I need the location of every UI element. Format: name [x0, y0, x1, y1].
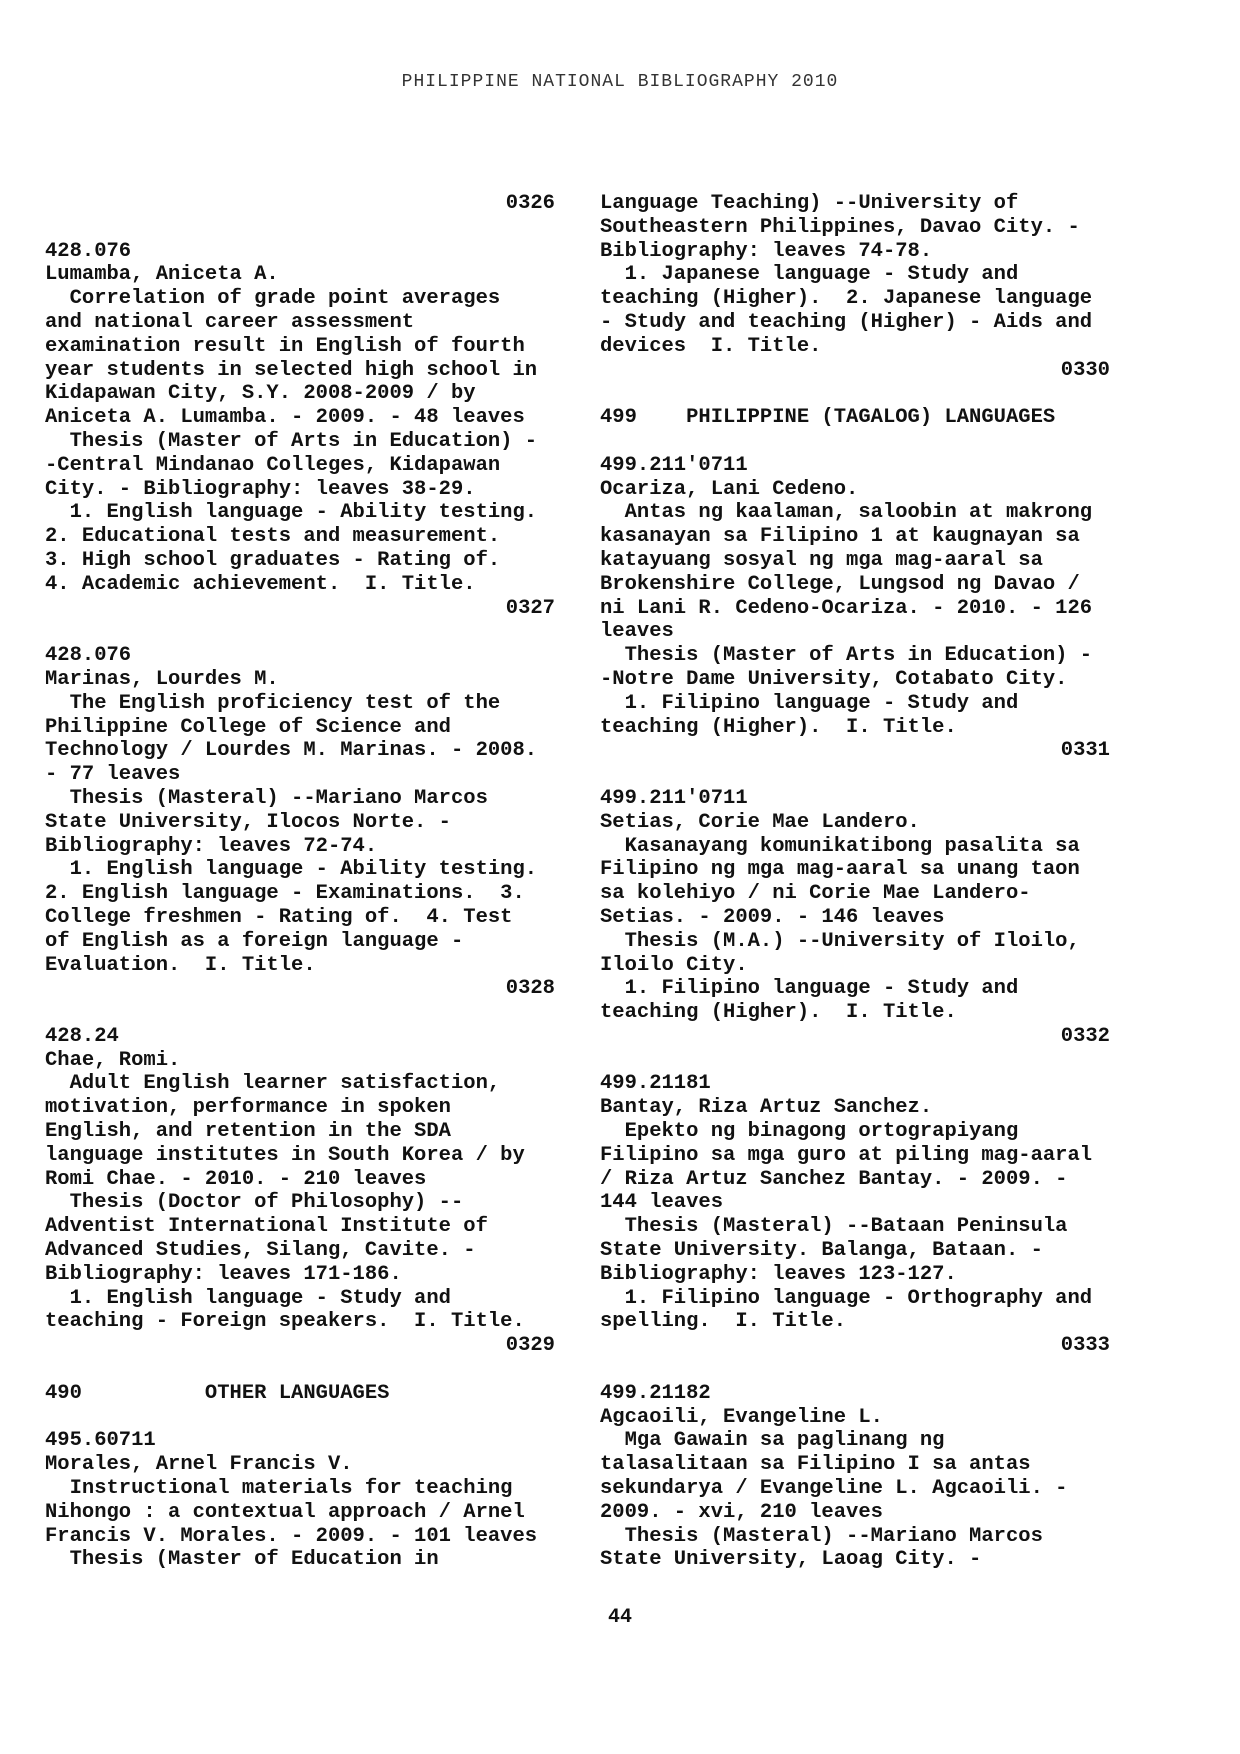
text-line: Setias. - 2009. - 146 leaves — [600, 905, 945, 929]
text-line: 1. Japanese language - Study and — [600, 263, 1019, 287]
text-line: College freshmen - Rating of. 4. Test — [45, 905, 513, 929]
text-line: 428.076 — [45, 644, 132, 668]
text-line: and national career assessment — [45, 310, 415, 334]
text-line: 499.211'0711 — [600, 453, 748, 477]
text-line: examination result in English of fourth — [45, 334, 525, 358]
text-line: Morales, Arnel Francis V. — [45, 1453, 353, 1477]
text-line — [600, 763, 1110, 787]
text-line: 1. Filipino language - Orthography and — [600, 1286, 1093, 1310]
text-line: devices I. Title. — [600, 334, 822, 358]
text-line: teaching (Higher). 2. Japanese language — [600, 287, 1093, 311]
text-line: 1. Filipino language - Study and — [600, 977, 1019, 1001]
text-line: 2. English language - Examinations. 3. — [45, 882, 525, 906]
text-line — [45, 216, 555, 240]
text-line: ni Lani R. Cedeno-Ocariza. - 2010. - 126 — [600, 596, 1093, 620]
running-header: PHILIPPINE NATIONAL BIBLIOGRAPHY 2010 — [401, 72, 839, 92]
text-line: Evaluation. I. Title. — [45, 953, 316, 977]
entry-number: 0330 — [1060, 358, 1110, 382]
text-line: 1. English language - Ability testing. — [45, 858, 538, 882]
text-line: Filipino sa mga guro at piling mag-aaral — [600, 1143, 1093, 1167]
text-line: 4. Academic achievement. I. Title. — [45, 572, 476, 596]
text-line: katayuang sosyal ng mga mag-aaral sa — [600, 548, 1043, 572]
text-line: 144 leaves — [600, 1191, 724, 1215]
text-line: 499 PHILIPPINE (TAGALOG) LANGUAGES — [600, 406, 1056, 430]
text-line: 1. Filipino language - Study and — [600, 691, 1019, 715]
text-line: Thesis (Masteral) --Mariano Marcos — [45, 786, 488, 810]
entry-number: 0327 — [505, 596, 555, 620]
entry-number: 0329 — [505, 1334, 555, 1358]
right-column — [600, 192, 1110, 1572]
text-line: Thesis (Doctor of Philosophy) -- — [45, 1191, 464, 1215]
text-line — [600, 382, 1110, 406]
text-line — [45, 1001, 555, 1025]
text-line — [45, 1406, 555, 1430]
text-line: - 77 leaves — [45, 763, 181, 787]
text-line: 490 OTHER LANGUAGES — [45, 1381, 390, 1405]
text-line: spelling. I. Title. — [600, 1310, 847, 1334]
text-line: Southeastern Philippines, Davao City. - — [600, 215, 1080, 239]
text-line: The English proficiency test of the — [45, 691, 501, 715]
text-line: sa kolehiyo / ni Corie Mae Landero- — [600, 882, 1031, 906]
text-line: 499.21182 — [600, 1381, 711, 1405]
text-line — [600, 430, 1110, 454]
text-line: -Notre Dame University, Cotabato City. — [600, 667, 1068, 691]
text-line: Bibliography: leaves 171-186. — [45, 1262, 402, 1286]
text-line: Filipino ng mga mag-aaral sa unang taon — [600, 858, 1080, 882]
text-line: Ocariza, Lani Cedeno. — [600, 477, 859, 501]
text-line: Brokenshire College, Lungsod ng Davao / — [600, 572, 1080, 596]
entry-number: 0333 — [1060, 1334, 1110, 1358]
text-line: Bibliography: leaves 72-74. — [45, 834, 378, 858]
text-line: Thesis (Masteral) --Mariano Marcos — [600, 1524, 1043, 1548]
text-line: Technology / Lourdes M. Marinas. - 2008. — [45, 739, 538, 763]
text-line: Lumamba, Aniceta A. — [45, 263, 279, 287]
text-line: Adult English learner satisfaction, — [45, 1072, 501, 1096]
text-line — [45, 620, 555, 644]
text-line: 499.21181 — [600, 1072, 711, 1096]
text-line: Adventist International Institute of — [45, 1215, 488, 1239]
text-line: Language Teaching) --University of — [600, 192, 1019, 215]
text-line: Nihongo : a contextual approach / Arnel — [45, 1500, 525, 1524]
text-line: Kidapawan City, S.Y. 2008-2009 / by — [45, 382, 476, 406]
text-line: Chae, Romi. — [45, 1048, 181, 1072]
text-line: 495.60711 — [45, 1429, 156, 1453]
text-line: 1. English language - Ability testing. — [45, 501, 538, 525]
text-line: State University. Balanga, Bataan. - — [600, 1239, 1043, 1263]
text-line: kasanayan sa Filipino 1 at kaugnayan sa — [600, 525, 1080, 549]
text-line: Thesis (Master of Education in — [45, 1548, 439, 1572]
text-line: 2. Educational tests and measurement. — [45, 525, 501, 549]
text-line: Bantay, Riza Artuz Sanchez. — [600, 1096, 933, 1120]
entry-number: 0332 — [1060, 1024, 1110, 1048]
text-line: 1. English language - Study and — [45, 1286, 451, 1310]
text-line: Bibliography: leaves 74-78. — [600, 239, 933, 263]
text-line: Mga Gawain sa paglinang ng — [600, 1429, 945, 1453]
text-line — [600, 1049, 1110, 1073]
text-line: 428.24 — [45, 1024, 119, 1048]
text-line: Aniceta A. Lumamba. - 2009. - 48 leaves — [45, 406, 525, 430]
text-line: Romi Chae. - 2010. - 210 leaves — [45, 1167, 427, 1191]
text-line: Correlation of grade point averages — [45, 287, 501, 311]
text-line: Marinas, Lourdes M. — [45, 667, 279, 691]
text-line: teaching - Foreign speakers. I. Title. — [45, 1310, 525, 1334]
text-line: Bibliography: leaves 123-127. — [600, 1262, 957, 1286]
text-line: Agcaoili, Evangeline L. — [600, 1405, 883, 1429]
text-line — [45, 1358, 555, 1382]
text-line — [600, 1358, 1110, 1382]
text-line: year students in selected high school in — [45, 358, 538, 382]
text-line: Thesis (M.A.) --University of Iloilo, — [600, 929, 1080, 953]
text-line: Philippine College of Science and — [45, 715, 451, 739]
text-line: Setias, Corie Mae Landero. — [600, 810, 920, 834]
text-line: of English as a foreign language - — [45, 929, 464, 953]
text-line: leaves — [600, 620, 674, 644]
text-line: Advanced Studies, Silang, Cavite. - — [45, 1239, 476, 1263]
text-line: Iloilo City. — [600, 953, 748, 977]
text-line: Instructional materials for teaching — [45, 1477, 513, 1501]
text-line: 2009. - xvi, 210 leaves — [600, 1500, 883, 1524]
text-line: -Central Mindanao Colleges, Kidapawan — [45, 453, 501, 477]
text-line: Francis V. Morales. - 2009. - 101 leaves — [45, 1524, 538, 1548]
text-line: language institutes in South Korea / by — [45, 1143, 525, 1167]
text-line: Thesis (Masteral) --Bataan Peninsula — [600, 1215, 1068, 1239]
text-line: - Study and teaching (Higher) - Aids and — [600, 310, 1093, 334]
left-column — [45, 192, 555, 1572]
text-line: motivation, performance in spoken — [45, 1096, 451, 1120]
entry-number: 0331 — [1060, 739, 1110, 763]
text-line: Thesis (Master of Arts in Education) - — [600, 644, 1093, 668]
text-line: 3. High school graduates - Rating of. — [45, 548, 501, 572]
entry-number: 0326 — [505, 192, 555, 215]
text-line: / Riza Artuz Sanchez Bantay. - 2009. - — [600, 1167, 1068, 1191]
text-line: Thesis (Master of Arts in Education) - — [45, 429, 538, 453]
text-line: teaching (Higher). I. Title. — [600, 1001, 957, 1025]
text-line: State University, Ilocos Norte. - — [45, 810, 451, 834]
text-line: State University, Laoag City. - — [600, 1548, 982, 1572]
text-line: Epekto ng binagong ortograpiyang — [600, 1120, 1019, 1144]
text-line: sekundarya / Evangeline L. Agcaoili. - — [600, 1477, 1068, 1501]
text-line: Antas ng kaalaman, saloobin at makrong — [600, 501, 1093, 525]
text-line: 428.076 — [45, 239, 132, 263]
text-line: Kasanayang komunikatibong pasalita sa — [600, 834, 1080, 858]
text-line: City. - Bibliography: leaves 38-29. — [45, 477, 476, 501]
text-line: English, and retention in the SDA — [45, 1120, 451, 1144]
text-line: talasalitaan sa Filipino I sa antas — [600, 1453, 1031, 1477]
entry-number: 0328 — [505, 977, 555, 1001]
text-line: teaching (Higher). I. Title. — [600, 715, 957, 739]
text-line: 499.211'0711 — [600, 786, 748, 810]
page-number: 44 — [607, 1606, 632, 1629]
